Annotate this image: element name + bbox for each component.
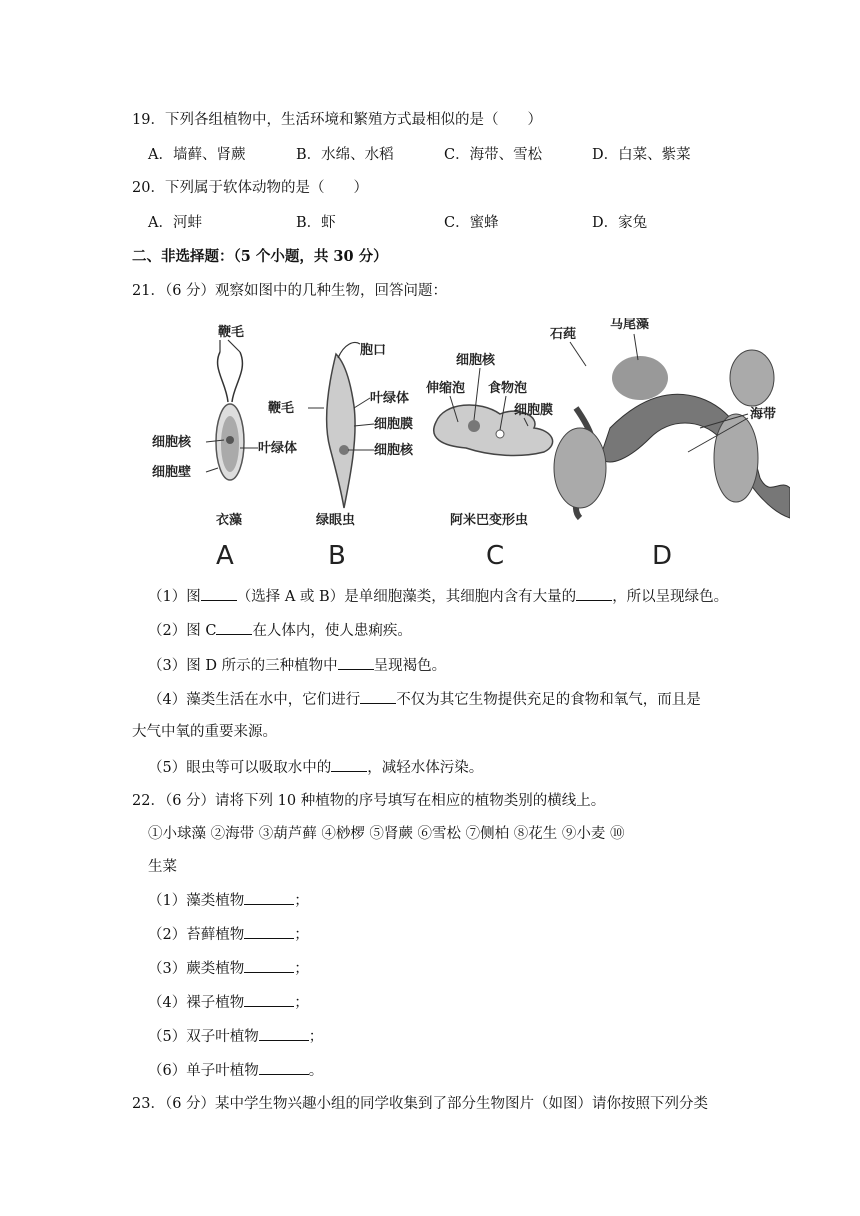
q22-category-2: （2）苔藓植物 ； <box>148 924 309 945</box>
letter-d: D <box>652 541 673 571</box>
q21-figure <box>140 318 790 572</box>
label-c-vacuole: 伸缩泡 <box>426 381 466 396</box>
q22-category-6: （6）单子叶植物 。 <box>148 1060 323 1081</box>
figure-b-euglena <box>268 342 414 508</box>
answer-blank[interactable] <box>216 620 252 635</box>
q22-category-5: （5）双子叶植物 ； <box>148 1026 323 1047</box>
q21-part5: （5）眼虫等可以吸取水中的 ，减轻水体污染。 <box>148 757 483 778</box>
letter-c: C <box>486 541 505 571</box>
answer-blank[interactable] <box>244 992 294 1007</box>
answer-blank[interactable] <box>244 958 294 973</box>
q20-options <box>148 213 748 233</box>
q19-option-c: C．海带、雪松 <box>444 147 543 163</box>
label-b-flagellum: 鞭毛 <box>268 401 295 416</box>
q22-category-1: （1）藻类植物 ； <box>148 890 309 911</box>
q22-plant-list: ①小球藻 ②海带 ③葫芦藓 ④桫椤 ⑤肾蕨 ⑥雪松 ⑦侧柏 ⑧花生 ⑨小麦 ⑩ <box>148 826 625 842</box>
q21-stem: 21．（6 分）观察如图中的几种生物，回答问题： <box>132 283 448 299</box>
answer-blank[interactable] <box>259 1060 309 1075</box>
label-b-mouth: 胞口 <box>360 343 387 358</box>
q21-part4-cont: 大气中氧的重要来源。 <box>132 724 277 740</box>
q20-option-a: A．河蚌 <box>148 215 202 231</box>
q22-plant-list-cont: 生菜 <box>148 859 177 875</box>
q22-category-3: （3）蕨类植物 ； <box>148 958 309 979</box>
letter-a: A <box>216 541 234 571</box>
label-a-cell-wall: 细胞壁 <box>152 465 192 480</box>
q19-stem: 19．下列各组植物中，生活环境和繁殖方式最相似的是（ ） <box>132 112 542 128</box>
answer-blank[interactable] <box>244 890 294 905</box>
label-a-nucleus: 细胞核 <box>152 435 192 450</box>
q20-option-c: C．蜜蜂 <box>444 215 499 231</box>
label-b-chloroplast: 叶绿体 <box>370 391 410 406</box>
q23-stem: 23．（6 分）某中学生物兴趣小组的同学收集到了部分生物图片（如图）请你按照下列分类 <box>132 1096 709 1112</box>
name-a: 衣藻 <box>216 513 243 528</box>
label-c-nucleus: 细胞核 <box>456 353 496 368</box>
q20-stem: 20．下列属于软体动物的是（ ） <box>132 180 368 196</box>
label-b-membrane: 细胞膜 <box>374 417 414 432</box>
q20-option-d: D．家兔 <box>592 215 648 231</box>
figure-c-amoeba <box>426 352 553 455</box>
q21-part2: （2）图 C 在人体内，使人患痢疾。 <box>148 620 412 641</box>
answer-blank[interactable] <box>360 689 396 704</box>
q21-part3: （3）图 D 所示的三种植物中 呈现褐色。 <box>148 655 446 676</box>
label-d-sargassum: 马尾藻 <box>610 318 650 332</box>
label-c-food-vacuole: 食物泡 <box>488 381 528 396</box>
answer-blank[interactable] <box>259 1026 309 1041</box>
label-c-membrane: 细胞膜 <box>514 403 554 418</box>
q21-part4: （4）藻类生活在水中，它们进行 不仅为其它生物提供充足的食物和氧气，而且是 <box>148 689 701 710</box>
label-d-kelp: 海带 <box>750 407 777 422</box>
answer-blank[interactable] <box>244 924 294 939</box>
section-heading: 二、非选择题：（5 个小题，共 30 分） <box>132 248 388 265</box>
label-a-chloroplast: 叶绿体 <box>258 441 298 456</box>
answer-blank[interactable] <box>576 586 612 601</box>
answer-blank[interactable] <box>201 586 237 601</box>
figure-d-algae <box>550 318 790 518</box>
q19-option-a: A．墙藓、肾蕨 <box>148 147 246 163</box>
answer-blank[interactable] <box>331 757 367 772</box>
q21-part1: （1）图 （选择 A 或 B）是单细胞藻类，其细胞内含有大量的 ，所以呈现绿色。 <box>148 586 728 607</box>
q22-category-4: （4）裸子植物 ； <box>148 992 309 1013</box>
name-b: 绿眼虫 <box>316 513 356 528</box>
letter-b: B <box>328 541 346 571</box>
q20-option-b: B．虾 <box>296 215 336 231</box>
label-b-nucleus: 细胞核 <box>374 443 414 458</box>
q22-stem: 22．（6 分）请将下列 10 种植物的序号填写在相应的植物类别的横线上。 <box>132 793 606 809</box>
name-c: 阿米巴变形虫 <box>450 513 529 528</box>
answer-blank[interactable] <box>338 655 374 670</box>
q19-option-d: D．白菜、紫菜 <box>592 147 691 163</box>
label-d-ulva: 石莼 <box>550 327 577 342</box>
label-a-flagellum: 鞭毛 <box>218 325 245 340</box>
q19-option-b: B．水绵、水稻 <box>296 147 394 163</box>
q19-options <box>148 145 748 165</box>
